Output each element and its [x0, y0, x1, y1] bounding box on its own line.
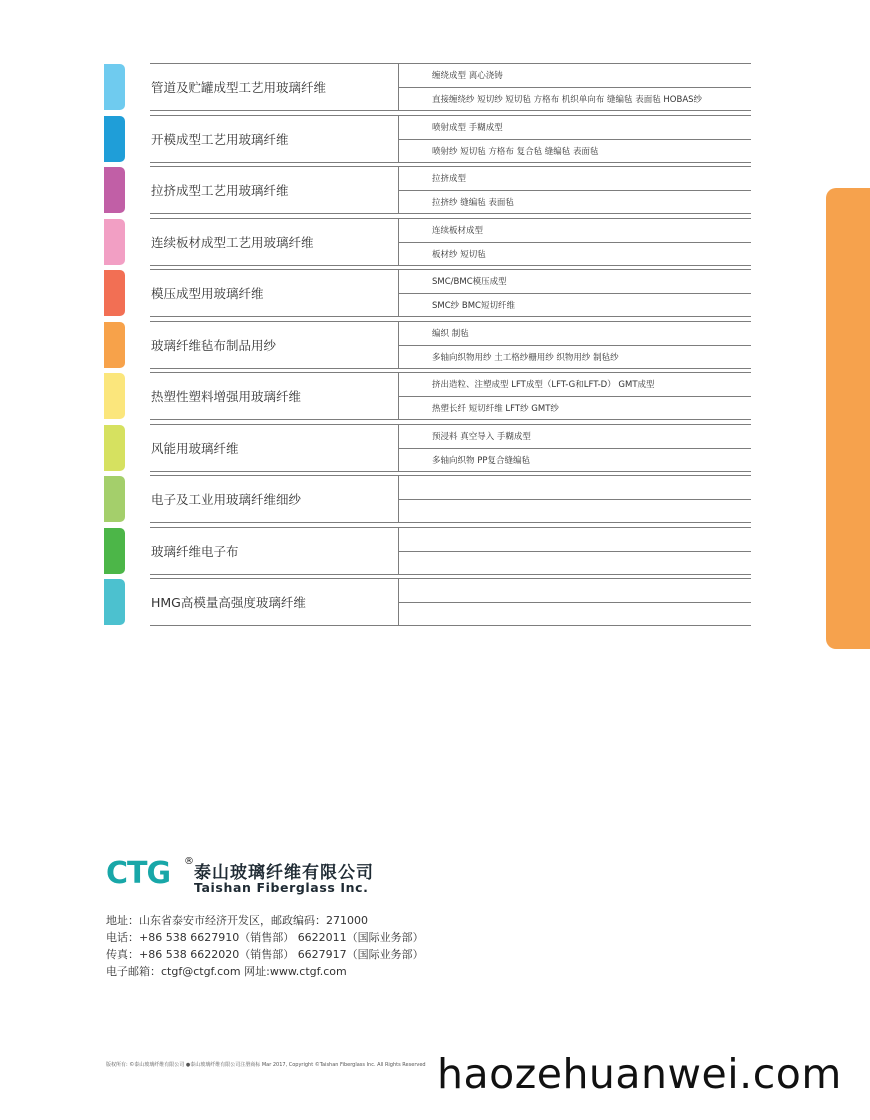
category-color-swatch	[104, 219, 125, 265]
products-cell: 拉挤纱 缝编毡 表面毡	[399, 190, 751, 214]
process-cell	[399, 578, 751, 601]
category-color-swatch	[104, 167, 125, 213]
table-row	[104, 269, 751, 321]
products-cell: 多轴向织物 PP复合缝编毡	[399, 448, 751, 472]
address: 地址：山东省泰安市经济开发区，邮政编码：271000	[106, 914, 368, 927]
copyright-footer: 版权所有: ©泰山玻璃纤维有限公司 ●泰山玻璃纤维有限公司注册商标 Mar 2017, Copyright ©Taishan Fiberglass Inc. All Rights Reserved	[106, 1062, 426, 1068]
category-color-swatch	[104, 373, 125, 419]
category-label: 热塑性塑料增强用玻璃纤维	[150, 372, 398, 420]
category-label: 拉挤成型工艺用玻璃纤维	[150, 166, 398, 214]
ctg-logo-mark: CTG	[106, 856, 171, 891]
category-label: 风能用玻璃纤维	[150, 424, 398, 472]
category-label: 电子及工业用玻璃纤维细纱	[150, 475, 398, 523]
process-cell: 挤出造粒、注塑成型 LFT成型（LFT-G和LFT-D） GMT成型	[399, 372, 751, 395]
email-website: 电子邮箱：ctgf@ctgf.com 网址:www.ctgf.com	[106, 965, 347, 978]
category-label: 管道及贮罐成型工艺用玻璃纤维	[150, 63, 398, 111]
category-color-swatch	[104, 270, 125, 316]
table-row	[104, 321, 751, 373]
category-label: 连续板材成型工艺用玻璃纤维	[150, 218, 398, 266]
process-cell: 预浸料 真空导入 手糊成型	[399, 424, 751, 447]
side-tab	[826, 188, 870, 649]
products-cell	[399, 602, 751, 626]
table-row	[104, 372, 751, 424]
category-color-swatch	[104, 64, 125, 110]
table-row	[104, 578, 751, 630]
category-color-swatch	[104, 476, 125, 522]
process-cell: 连续板材成型	[399, 218, 751, 241]
process-cell: 编织 制毡	[399, 321, 751, 344]
company-name-cn: 泰山玻璃纤维有限公司	[194, 863, 374, 883]
category-label: HMG高模量高强度玻璃纤维	[150, 578, 398, 626]
contact-info	[106, 912, 424, 980]
products-cell: 热塑长纤 短切纤维 LFT纱 GMT纱	[399, 396, 751, 420]
products-cell: 多轴向织物用纱 土工格纱栅用纱 织物用纱 制毡纱	[399, 345, 751, 369]
company-name-en: Taishan Fiberglass Inc.	[194, 880, 369, 895]
table-row	[104, 166, 751, 218]
category-label: 模压成型用玻璃纤维	[150, 269, 398, 317]
process-cell: 拉挤成型	[399, 166, 751, 189]
process-cell: 喷射成型 手糊成型	[399, 115, 751, 138]
table-row	[104, 475, 751, 527]
products-cell: 直接缠绕纱 短切纱 短切毡 方格布 机织单向布 缝编毡 表面毡 HOBAS纱	[399, 87, 751, 111]
category-color-swatch	[104, 116, 125, 162]
category-color-swatch	[104, 425, 125, 471]
table-row	[104, 527, 751, 579]
products-cell: 喷射纱 短切毡 方格布 复合毡 缝编毡 表面毡	[399, 139, 751, 163]
products-cell	[399, 499, 751, 523]
table-row	[104, 115, 751, 167]
watermark: haozehuanwei.com	[437, 1050, 842, 1098]
category-label: 玻璃纤维电子布	[150, 527, 398, 575]
table-row	[104, 218, 751, 270]
fax: 传真：+86 538 6622020（销售部） 6627917（国际业务部）	[106, 948, 424, 961]
process-cell	[399, 475, 751, 498]
registered-mark: ®	[184, 856, 194, 867]
process-cell: SMC/BMC模压成型	[399, 269, 751, 292]
products-cell: 板材纱 短切毡	[399, 242, 751, 266]
product-table	[104, 63, 751, 630]
category-color-swatch	[104, 579, 125, 625]
process-cell	[399, 527, 751, 550]
phone: 电话：+86 538 6627910（销售部） 6622011（国际业务部）	[106, 931, 424, 944]
category-color-swatch	[104, 528, 125, 574]
process-cell: 缠绕成型 离心浇铸	[399, 63, 751, 86]
table-row	[104, 424, 751, 476]
category-label: 开模成型工艺用玻璃纤维	[150, 115, 398, 163]
products-cell	[399, 551, 751, 575]
category-color-swatch	[104, 322, 125, 368]
category-label: 玻璃纤维毡布制品用纱	[150, 321, 398, 369]
products-cell: SMC纱 BMC短切纤维	[399, 293, 751, 317]
table-row	[104, 63, 751, 115]
